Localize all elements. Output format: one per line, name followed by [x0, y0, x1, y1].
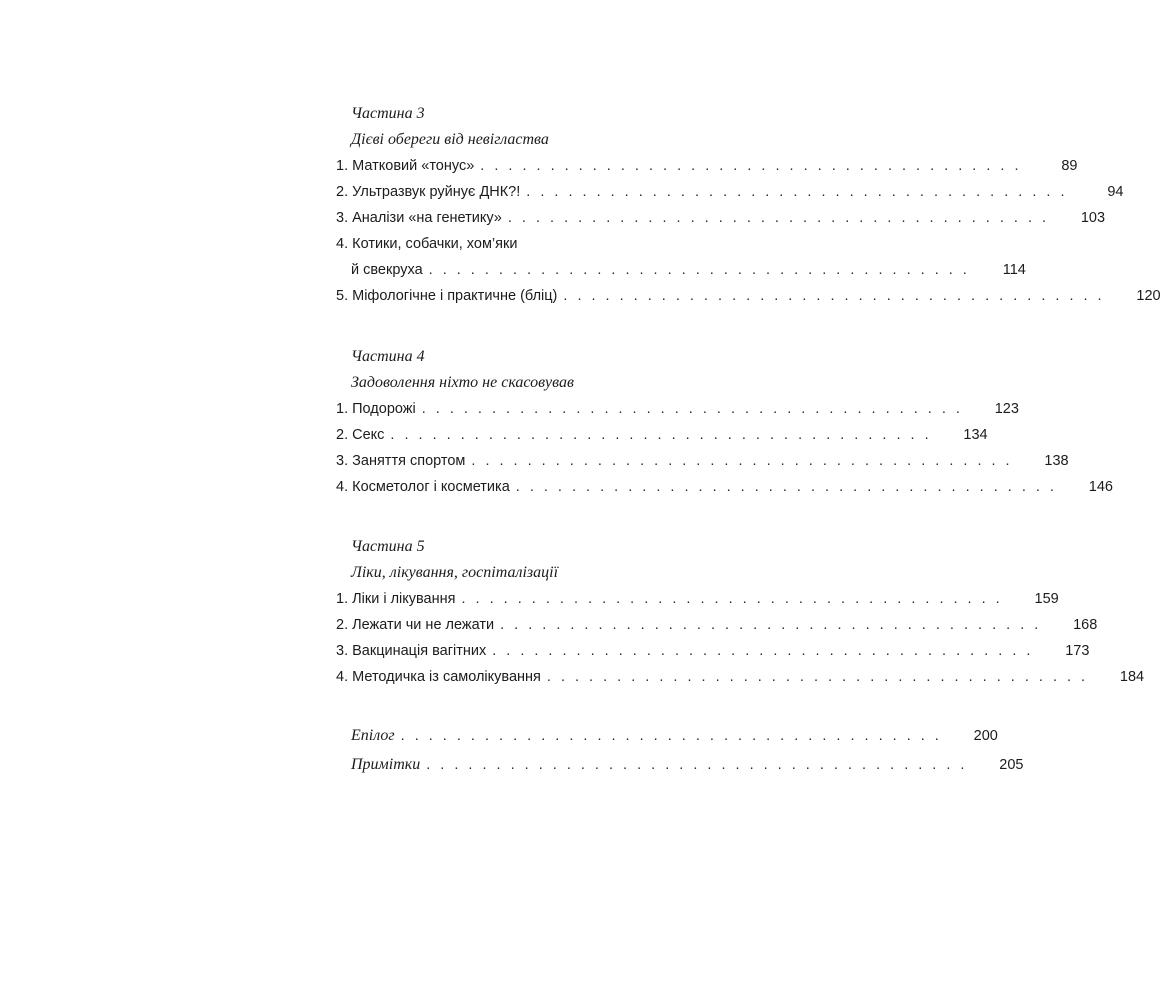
- entry-title: 5. Міфологічне і практичне (бліц): [336, 288, 558, 304]
- page-number: 184: [1119, 669, 1145, 685]
- dot-leader: . . . . . . . . . . . . . . . . . . . . . . . . . . . . . . . . . . . . . . .: [471, 453, 1013, 469]
- entry-title-continuation: й свекруха: [351, 262, 423, 278]
- part-5-title: Ліки, лікування, госпіталізації: [351, 564, 559, 581]
- entry-title: 2. Ультразвук руйнує ДНК?!: [336, 184, 521, 200]
- back-matter-section: [336, 721, 1024, 779]
- dot-leader: . . . . . . . . . . . . . . . . . . . . . . . . . . . . . . . . . . . . . . .: [563, 288, 1105, 304]
- dot-leader: . . . . . . . . . . . . . . . . . . . . . . . . . . . . . . . . . . . . . . .: [421, 401, 963, 417]
- page-number: 168: [1073, 617, 1098, 633]
- toc-entry-kotyky[interactable]: [336, 231, 1026, 283]
- part-4-label: Частина 4: [351, 348, 425, 365]
- dot-leader: . . . . . . . . . . . . . . . . . . . . . . . . . . . . . . . . . . . . . . .: [515, 479, 1057, 495]
- toc-entry-mifolohichne[interactable]: [336, 283, 1161, 309]
- entry-title: 1. Ліки і лікування: [336, 591, 456, 607]
- entry-title: Примітки: [351, 756, 421, 773]
- section-spacer: [336, 690, 698, 721]
- part-4-section: [336, 344, 1113, 500]
- section-spacer: [336, 500, 698, 534]
- toc-entry-kosmetolog[interactable]: [336, 474, 1113, 500]
- entry-title: 2. Секс: [336, 427, 385, 443]
- part-3-title: Дієві обереги від невігластва: [351, 131, 549, 148]
- dot-leader: . . . . . . . . . . . . . . . . . . . . . . . . . . . . . . . . . . . . . . .: [500, 617, 1042, 633]
- page-number: 120: [1136, 288, 1161, 304]
- page-number: 123: [994, 401, 1019, 417]
- entry-continuation-line: [336, 257, 1026, 283]
- entry-title: Епілог: [351, 727, 395, 744]
- page-number: 134: [963, 427, 988, 443]
- dot-leader: . . . . . . . . . . . . . . . . . . . . . . . . . . . . . . . . . . . . . . .: [492, 643, 1034, 659]
- toc-entry-vakcynaciia[interactable]: [336, 638, 1090, 664]
- page-number: 89: [1061, 158, 1078, 174]
- page-number: 103: [1080, 210, 1106, 226]
- part-5-label: Частина 5: [351, 538, 425, 555]
- entry-title: 3. Заняття спортом: [336, 453, 466, 469]
- page-number: 173: [1065, 643, 1090, 659]
- toc-entry-ultrazvuk[interactable]: [336, 179, 1124, 205]
- dot-leader: . . . . . . . . . . . . . . . . . . . . . . . . . . . . . . . . . . . . . . .: [480, 158, 1022, 174]
- dot-leader: . . . . . . . . . . . . . . . . . . . . . . . . . . . . . . . . . . . . . . .: [390, 427, 932, 443]
- toc-entry-analizy[interactable]: [336, 205, 1106, 231]
- dot-leader: . . . . . . . . . . . . . . . . . . . . . . . . . . . . . . . . . . . . . . .: [507, 210, 1050, 226]
- page-number: 94: [1107, 184, 1124, 200]
- page-number: 146: [1088, 479, 1113, 495]
- toc-entry-liky[interactable]: [336, 586, 1059, 612]
- page-number: 200: [973, 728, 998, 744]
- toc-entry-matkovyi-tonus[interactable]: [336, 153, 1078, 179]
- dot-leader: . . . . . . . . . . . . . . . . . . . . . . . . . . . . . . . . . . . . . . .: [546, 669, 1089, 685]
- entry-title: 3. Аналізи «на генетику»: [336, 210, 502, 226]
- toc-entry-sport[interactable]: [336, 448, 1069, 474]
- dot-leader: . . . . . . . . . . . . . . . . . . . . . . . . . . . . . . . . . . . . . . .: [526, 184, 1068, 200]
- toc-entry-podorozhi[interactable]: [336, 396, 1019, 422]
- part-4-title: Задоволення ніхто не скасовував: [351, 374, 574, 391]
- toc-entry-seks[interactable]: [336, 422, 988, 448]
- entry-title: 3. Вакцинація вагітних: [336, 643, 487, 659]
- dot-leader: . . . . . . . . . . . . . . . . . . . . . . . . . . . . . . . . . . . . . . .: [400, 728, 942, 744]
- entry-title: 1. Матковий «тонус»: [336, 158, 475, 174]
- entry-title: 4. Косметолог і косметика: [336, 479, 510, 495]
- page-number: 114: [1002, 262, 1026, 278]
- entry-title: 4. Методичка із самолікування: [336, 669, 541, 685]
- toc-entry-metodychka[interactable]: [336, 664, 1145, 690]
- part-3-label: Частина 3: [351, 105, 425, 122]
- part-3-section: [336, 101, 1161, 309]
- entry-title: 1. Подорожі: [336, 401, 416, 417]
- dot-leader: . . . . . . . . . . . . . . . . . . . . . . . . . . . . . . . . . . . . . . .: [461, 591, 1003, 607]
- page-number: 138: [1044, 453, 1069, 469]
- entry-title: 4. Котики, собачки, хом’яки: [336, 236, 518, 252]
- dot-leader: . . . . . . . . . . . . . . . . . . . . . . . . . . . . . . . . . . . . . . .: [428, 262, 970, 278]
- toc-entry-epilog[interactable]: [336, 721, 998, 750]
- dot-leader: . . . . . . . . . . . . . . . . . . . . . . . . . . . . . . . . . . . . . . .: [426, 757, 968, 773]
- page-number: 159: [1034, 591, 1059, 607]
- table-of-contents: [336, 101, 1161, 779]
- section-spacer: [336, 309, 698, 344]
- toc-entry-prymitky[interactable]: [336, 750, 1024, 779]
- toc-entry-lezhaty[interactable]: [336, 612, 1098, 638]
- page-number: 205: [999, 757, 1024, 773]
- part-5-section: [336, 534, 1145, 690]
- entry-title: 2. Лежати чи не лежати: [336, 617, 495, 633]
